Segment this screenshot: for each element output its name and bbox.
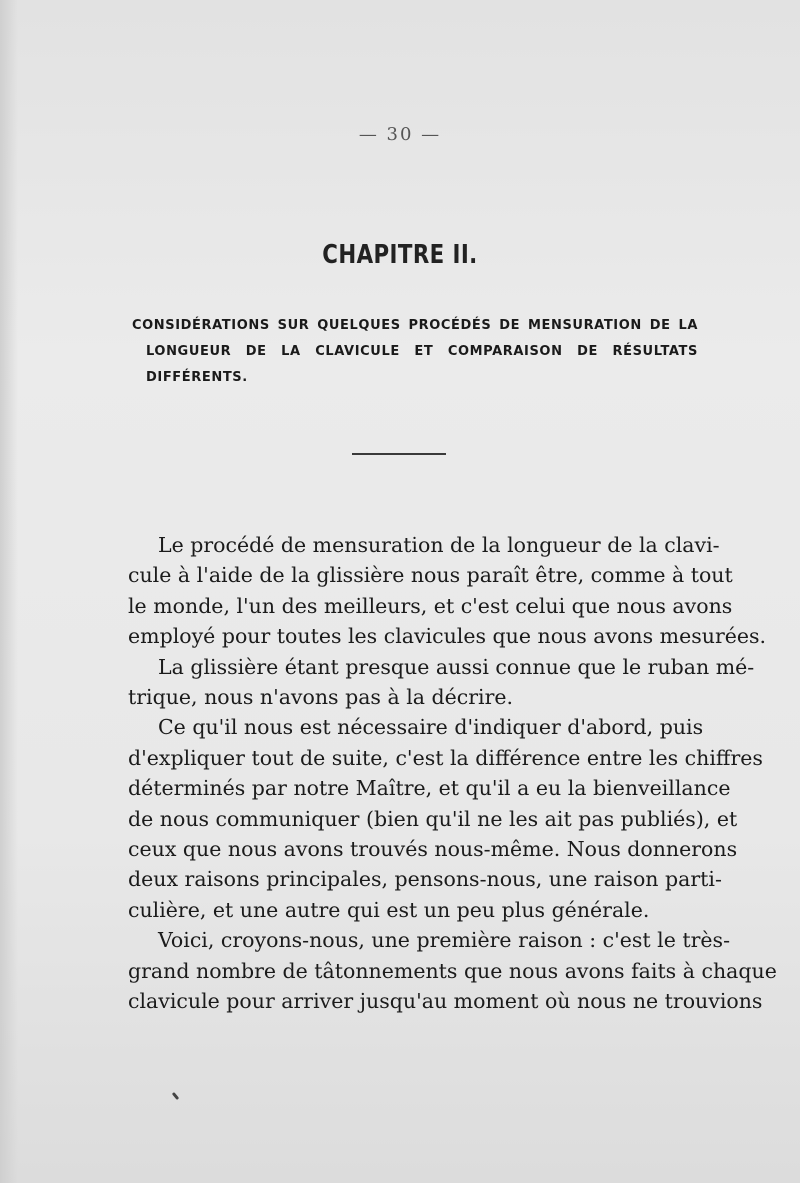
subtitle-line-2: LONGUEUR DE LA CLAVICULE ET COMPARAISON DE RÉSULTATS xyxy=(146,344,698,359)
body-line: de nous communiquer (bien qu'il ne les ait pas publiés), et xyxy=(128,806,738,831)
body-line: La glissière étant presque aussi connue que le ruban mé- xyxy=(158,654,755,679)
body-line: d'expliquer tout de suite, c'est la différence entre les chiffres xyxy=(128,745,763,770)
ink-speck xyxy=(172,1092,179,1100)
subtitle-line-1: CONSIDÉRATIONS SUR QUELQUES PROCÉDÉS DE MENSURATION DE LA xyxy=(132,318,698,333)
body-line: le monde, l'un des meilleurs, et c'est celui que nous avons xyxy=(128,593,733,618)
section-divider xyxy=(352,453,446,455)
body-line: cule à l'aide de la glissière nous paraît être, comme à tout xyxy=(128,563,733,588)
body-line: Le procédé de mensuration de la longueur de la clavi- xyxy=(158,533,720,557)
body-line: clavicule pour arriver jusqu'au moment où nous ne trouvions xyxy=(128,989,763,1014)
body-line: trique, nous n'avons pas à la décrire. xyxy=(128,685,514,710)
body-text xyxy=(128,530,777,1017)
body-line: Ce qu'il nous est nécessaire d'indiquer d'abord, puis xyxy=(158,715,704,740)
body-line: grand nombre de tâtonnements que nous avons faits à chaque xyxy=(128,958,777,983)
body-line: deux raisons principales, pensons-nous, une raison parti- xyxy=(128,867,722,892)
body-line: ceux que nous avons trouvés nous-même. Nous donnerons xyxy=(128,837,738,862)
subtitle-line-3: DIFFÉRENTS. xyxy=(146,370,248,385)
body-line: employé pour toutes les clavicules que nous avons mesurées. xyxy=(128,624,767,649)
show-through-1 xyxy=(120,160,710,190)
page-number: — 30 — xyxy=(358,124,442,145)
body-line: déterminés par notre Maître, et qu'il a eu la bienveillance xyxy=(128,776,731,801)
body-line: culière, et une autre qui est un peu plus générale. xyxy=(128,897,650,922)
chapter-subtitle xyxy=(132,313,698,391)
page-edge-shadow xyxy=(0,0,18,1183)
chapter-title: CHAPITRE II. xyxy=(322,240,478,270)
body-line: Voici, croyons-nous, une première raison : c'est le très- xyxy=(158,928,730,953)
